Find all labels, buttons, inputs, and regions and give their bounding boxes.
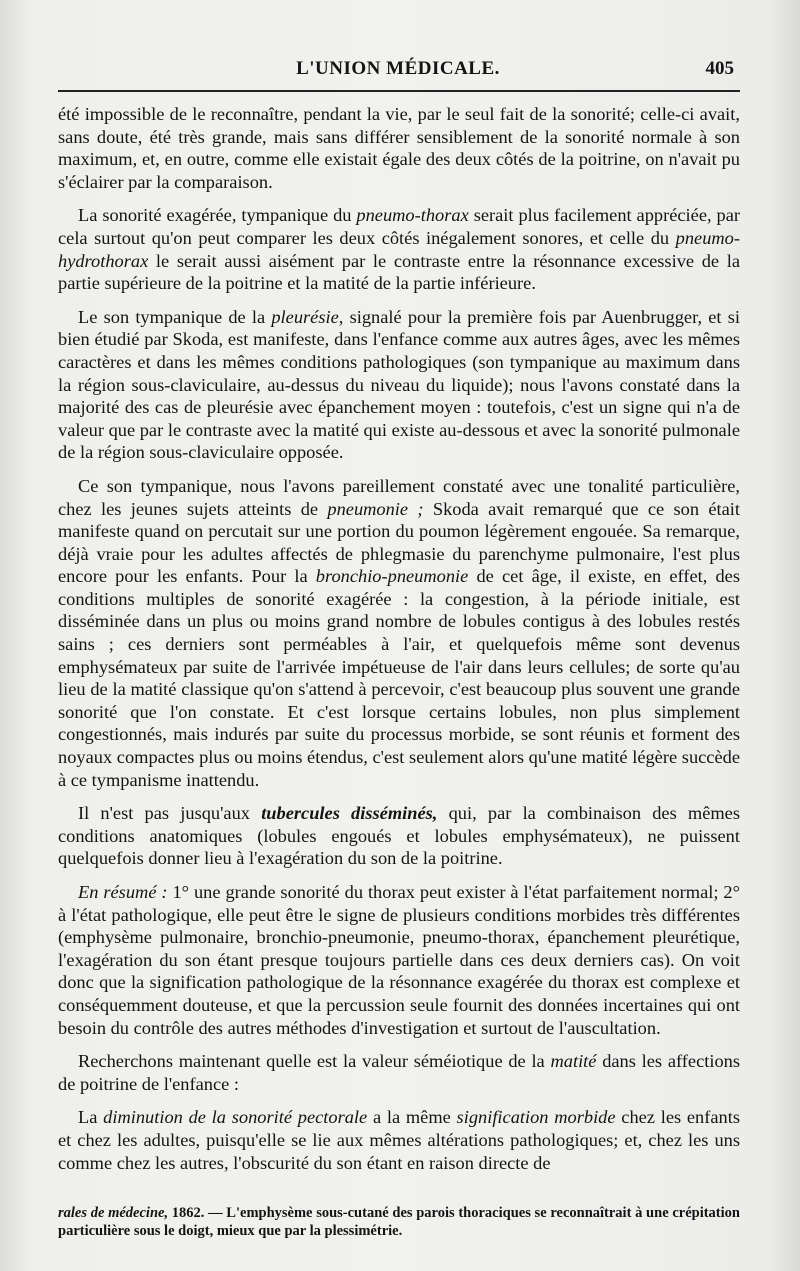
emphasis-text: signification morbide [456, 1107, 616, 1128]
text-run: Recherchons maintenant quelle est la valeur séméiotique de la [78, 1051, 551, 1072]
emphasis-text: pneumo-thorax [356, 205, 469, 226]
footnote [58, 1204, 740, 1240]
text-run: La [78, 1107, 104, 1128]
text-run: 1862. — L'emphysème sous-cutané des parois thoraciques se reconnaîtrait à une crépitation particulière sous le doigt, mieux que par la plessimétrie. [58, 1205, 740, 1239]
text-run: a la même [367, 1107, 457, 1128]
paragraph [58, 1050, 740, 1095]
text-run: Ce son tympanique, nous l'avons pareillement constaté avec une tonalité particulière, chez les jeunes sujets atteints de [58, 475, 740, 519]
emphasis-text: rales de médecine, [58, 1205, 169, 1221]
emphasis-text: pneumonie ; [327, 498, 424, 519]
text-run: qui, par la combinaison des mêmes conditions anatomiques (lobules engoués et lobules emphysémateux), ne puissent quelquefois donner lieu à l'exagération du son de la poitrine. [58, 803, 741, 869]
emphasis-text: matité [550, 1051, 597, 1072]
paragraph [58, 103, 740, 193]
emphasis-text: pneumo-hydrothorax [58, 227, 740, 271]
paragraph [58, 881, 740, 1039]
body-text [58, 103, 740, 1174]
text-run: été impossible de le reconnaître, pendant la vie, par le seul fait de la sonorité; celle-ci avait, sans doute, été très grande, mais sans différer sensiblement de la sonorité normale à son maximum, et, en outre, comme elle existait égale des deux côtés de la poitrine, on n'avait pu s'éclairer par la comparaison. [58, 104, 740, 192]
page-number: 405 [705, 58, 734, 79]
text-run: Il n'est pas jusqu'aux [78, 803, 262, 824]
text-run: Skoda avait remarqué que ce son était manifeste quand on percutait sur une portion du poumon légèrement engouée. Sa remarque, déjà vraie pour les adultes affectés de phlegmasie du parenchyme pulmonaire, l'est plus encore pour les enfants. Pour la [58, 498, 740, 587]
text-run: serait plus facilement appréciée, par cela surtout qu'on peut comparer les deux côtés inégalement sonores, et celle du [58, 205, 740, 248]
emphasis-text: pleurésie, [271, 306, 344, 327]
text-run: signalé pour la première fois par Auenbrugger, et si bien étudié par Skoda, est manifeste, dans l'enfance comme aux autres âges, avec les mêmes caractères et dans les mêmes conditions pathologiques (son tympanique au maximum dans la région sous-claviculaire, au-dessus du niveau du liquide); nous l'avons constaté dans la majorité des cas de pleurésie avec épanchement moyen : toutefois, c'est un signe qui n'a de valeur que par le contraste avec la matité qui existe au-dessous et avec la sonorité pulmonale de la région sous-claviculaire opposée. [58, 306, 740, 463]
text-run: le serait aussi aisément par le contraste entre la résonnance excessive de la partie supérieure de la poitrine et la matité de la partie inférieure. [58, 250, 740, 294]
text-run: de cet âge, il existe, en effet, des conditions multiples de sonorité exagérée : la congestion, à la période initiale, est disséminée dans un plus ou moins grand nombre de lobules contigus à des lobules restés sains ; ces derniers sont perméables à l'air, et quelquefois même sont devenus emphysémateux par suite de l'arrivée impétueuse de l'air dans leurs cellules; de sorte qu'au lieu de la matité classique qu'on s'attend à percevoir, c'est beaucoup plus souvent une grande sonorité que l'on constate. Et c'est lorsque certains lobules, non plus simplement congestionnés, mais indurés par suite du processus morbide, se sont réunis et forment des noyaux compactes plus ou moins étendus, c'est seulement alors qu'une matité légère succède à ce tympanisme inattendu. [58, 566, 740, 790]
text-run: La sonorité exagérée, tympanique du [78, 205, 357, 226]
page-header [58, 58, 738, 82]
paragraph [58, 1106, 740, 1174]
paragraph [58, 475, 740, 791]
emphasis-text: diminution de la sonorité pectorale [103, 1107, 368, 1128]
text-run: Le son tympanique de la [78, 306, 272, 327]
text-run: chez les enfants et chez les adultes, puisqu'elle se lie aux mêmes altérations pathologiques; et, chez les uns comme chez les autres, l'obscurité du son étant en raison directe de [58, 1107, 740, 1173]
emphasis-text: En résumé : [78, 882, 168, 902]
paragraph [58, 204, 740, 294]
text-run: dans les affections de poitrine de l'enfance : [58, 1051, 740, 1094]
emphasis-text: tubercules disséminés, [261, 803, 438, 824]
header-rule [58, 90, 740, 92]
emphasis-text: bronchio-pneumonie [315, 566, 469, 587]
paragraph [58, 306, 740, 464]
paragraph [58, 802, 740, 870]
running-title: L'UNION MÉDICALE. [296, 58, 500, 79]
text-run: 1° une grande sonorité du thorax peut exister à l'état parfaitement normal; 2° à l'état pathologique, elle peut être le signe de plusieurs conditions morbides très différentes (emphysème pulmonaire, bronchio-pneumonie, pneumo-thorax, épanchement pleurétique, l'exagération du son étant presque toujours partielle dans ces deux derniers cas). On voit donc que la signification pathologique de la résonnance exagérée du thorax est complexe et conséquemment douteuse, et que la percussion seule fournit des données incertaines qui ont besoin du contrôle des autres méthodes d'investigation et surtout de l'auscultation. [58, 882, 740, 1038]
